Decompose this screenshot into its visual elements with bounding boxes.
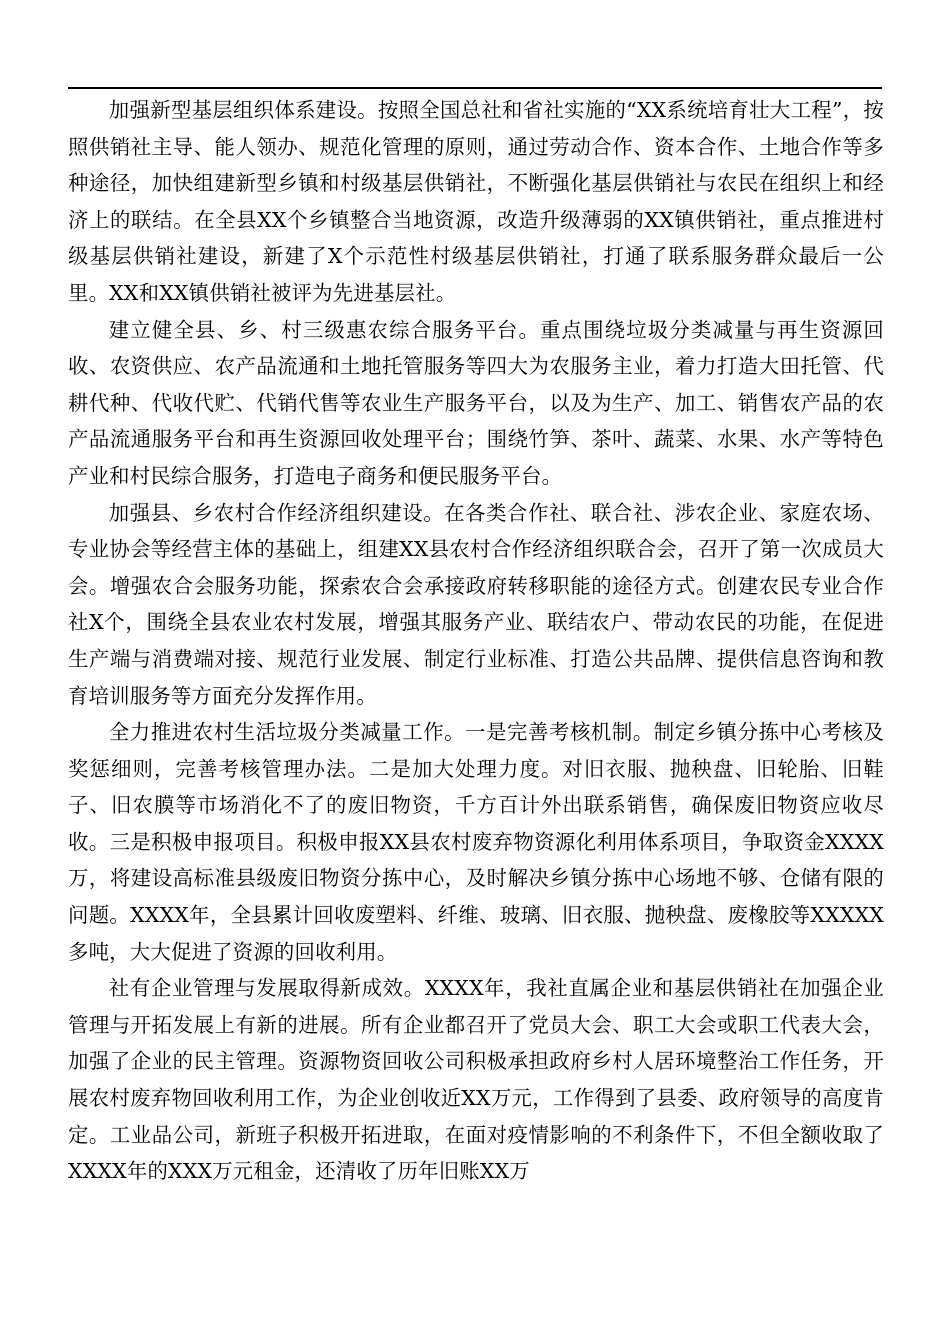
paragraph-service-platform: 建立健全县、乡、村三级惠农综合服务平台。重点围绕垃圾分类减量与再生资源回收、农资供应、农产品流通和土地托管服务等四大为农服务主业，着力打造大田托管、代耕代种、代收代贮、代销代售等农业生产服务平台，以及为生产、加工、销售农产品的农产品流通服务平台和再生资源回收处理平台；围绕竹笋、茶叶、蔬菜、水果、水产等特色产业和村民综合服务，打造电子商务和便民服务平台。 [68, 317, 884, 488]
document-body [68, 92, 884, 1190]
paragraph-cooperative-organization: 加强县、乡农村合作经济组织建设。在各类合作社、联合社、涉农企业、家庭农场、专业协会等经营主体的基础上，组建XX县农村合作经济组织联合会，召开了第一次成员大会。增强农合会服务功能，探索农合会承接政府转移职能的途径方式。创建农民专业合作社X个，围绕全县农业农村发展，增强其服务产业、联结农户、带动农民的功能，在促进生产端与消费端对接、规范行业发展、制定行业标准、打造公共品牌、提供信息咨询和教育培训服务等方面充分发挥作用。 [68, 500, 884, 708]
header-rule [68, 87, 882, 89]
paragraph-enterprise-management: 社有企业管理与发展取得新成效。XXXX年，我社直属企业和基层供销社在加强企业管理与开拓发展上有新的进展。所有企业都召开了党员大会、职工大会或职工代表大会，加强了企业的民主管理。资源物资回收公司积极承担政府乡村人居环境整治工作任务，开展农村废弃物回收利用工作，为企业创收近XX万元，工作得到了县委、政府领导的高度肯定。工业品公司，新班子积极开拓进取，在面对疫情影响的不利条件下，不但全额收取了XXXX年的XXX万元租金，还清收了历年旧账XX万 [68, 976, 884, 1184]
paragraph-waste-sorting: 全力推进农村生活垃圾分类减量工作。一是完善考核机制。制定乡镇分拣中心考核及奖惩细则，完善考核管理办法。二是加大处理力度。对旧衣服、抛秧盘、旧轮胎、旧鞋子、旧农膜等市场消化不了的废旧物资，千方百计外出联系销售，确保废旧物资应收尽收。三是积极申报项目。积极申报XX县农村废弃物资源化利用体系项目，争取资金XXXX万，将建设高标准县级废旧物资分拣中心，及时解决乡镇分拣中心场地不够、仓储有限的问题。XXXX年，全县累计回收废塑料、纤维、玻璃、旧衣服、抛秧盘、废橡胶等XXXXX多吨，大大促进了资源的回收利用。 [68, 720, 884, 964]
paragraph-grassroots-organization: 加强新型基层组织体系建设。按照全国总社和省社实施的“XX系统培育壮大工程”，按照供销社主导、能人领办、规范化管理的原则，通过劳动合作、资本合作、土地合作等多种途径，加快组建新型乡镇和村级基层供销社，不断强化基层供销社与农民在组织上和经济上的联结。在全县XX个乡镇整合当地资源，改造升级薄弱的XX镇供销社，重点推进村级基层供销社建设，新建了X个示范性村级基层供销社，打通了联系服务群众最后一公里。XX和XX镇供销社被评为先进基层社。 [68, 98, 884, 305]
